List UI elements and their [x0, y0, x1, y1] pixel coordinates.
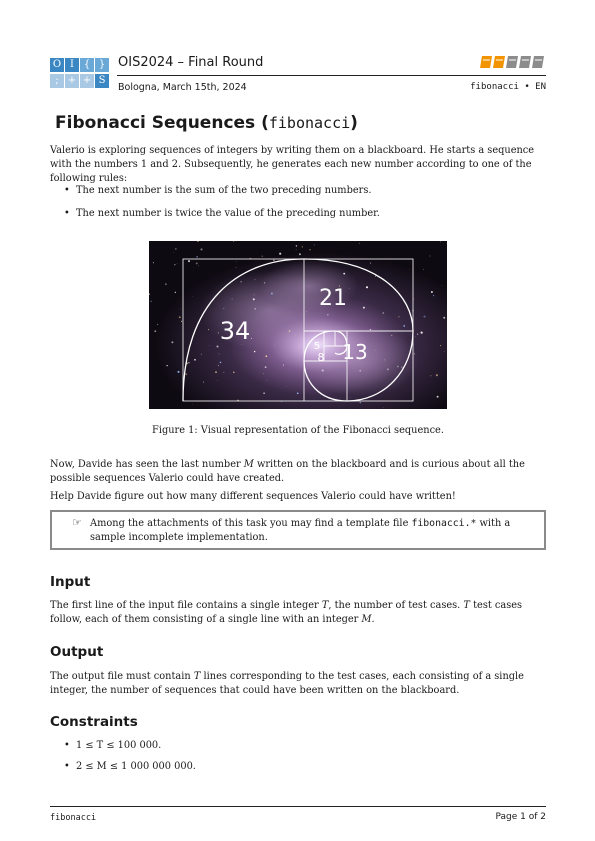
fib-number-13: 13 — [342, 340, 368, 364]
fib-number-8: 8 — [317, 351, 325, 364]
star — [286, 386, 287, 387]
template-filename: fibonacci.* — [411, 518, 477, 529]
star — [240, 281, 241, 282]
logo-cell: ; — [50, 74, 64, 88]
rule-text: The next number is the sum of the two preceding numbers. — [76, 185, 372, 196]
star — [322, 369, 324, 371]
difficulty-filled-mark — [493, 56, 505, 68]
star — [366, 286, 368, 288]
star — [359, 370, 361, 372]
star — [149, 294, 150, 295]
star — [165, 283, 166, 284]
star — [198, 266, 199, 267]
difficulty-indicator — [480, 55, 546, 69]
note-box — [50, 510, 546, 550]
star — [253, 298, 255, 300]
star — [302, 246, 303, 247]
task-tag: fibonacci • EN — [470, 82, 546, 92]
task-title-text: Fibonacci Sequences ( — [55, 113, 269, 133]
star — [196, 256, 197, 257]
star — [433, 295, 434, 296]
note-text-b: with a sample incomplete implementation. — [90, 518, 511, 543]
star — [417, 333, 418, 334]
contest-title: OIS2024 – Final Round — [118, 55, 264, 70]
section-title-input: Input — [50, 574, 91, 590]
star — [360, 402, 362, 404]
star — [188, 362, 189, 363]
star — [193, 296, 194, 297]
star — [398, 316, 399, 317]
note-text-a: Among the attachments of this task you may find a template file — [90, 518, 412, 529]
bullet-dot: • — [64, 761, 70, 772]
body-text: Now, Davide has seen the last number — [50, 459, 244, 470]
star — [412, 362, 413, 363]
star — [218, 332, 219, 333]
difficulty-empty-mark — [519, 56, 531, 68]
difficulty-filled-mark — [480, 56, 492, 68]
difficulty-empty-mark — [532, 56, 544, 68]
logo-cell: { — [80, 58, 94, 72]
star — [370, 263, 371, 264]
output-description: The output file must contain T lines corresponding to the test cases, each consisting of a single integer, the number of sequences that could have been written on the blackboard. — [50, 671, 524, 696]
star — [208, 329, 209, 330]
star — [264, 282, 265, 283]
star — [220, 362, 222, 364]
star — [200, 248, 202, 250]
pointing-hand-icon: ☞ — [72, 516, 82, 529]
star — [298, 347, 299, 348]
star — [383, 407, 384, 408]
star — [217, 380, 218, 381]
star — [314, 245, 315, 246]
body-text: written on the blackboard and is curious about all the possible sequences Valerio could have created. — [50, 459, 525, 484]
star — [437, 396, 439, 398]
intro-paragraph: Valerio is exploring sequences of integers by writing them on a blackboard. He starts a sequence with the numbers 1 and 2. Subsequently, he generates each new number according to one of the following rules: — [50, 145, 535, 184]
star — [223, 372, 224, 373]
star — [175, 292, 176, 293]
star — [296, 249, 297, 250]
star — [262, 256, 263, 257]
star — [266, 380, 267, 381]
logo-cell: + — [65, 74, 79, 88]
star — [350, 397, 351, 398]
star — [180, 309, 181, 310]
section-title-output: Output — [50, 644, 104, 660]
star — [255, 279, 256, 280]
star — [263, 392, 265, 394]
star — [153, 262, 154, 263]
star — [279, 253, 281, 255]
contest-date: Bologna, March 15th, 2024 — [118, 82, 247, 93]
rule-text: The next number is twice the value of the preceding number. — [76, 208, 380, 219]
star — [215, 371, 217, 373]
star — [436, 374, 438, 376]
star — [236, 261, 237, 262]
input-description: The first line of the input file contains a single integer T, the number of test cases. T test cases follow, each of them consisting of a single line with an integer M. — [50, 600, 523, 625]
star — [429, 255, 430, 256]
star — [289, 330, 291, 332]
star — [306, 311, 307, 312]
star — [296, 245, 297, 246]
star — [209, 345, 210, 346]
star — [171, 341, 173, 343]
bullet-dot: • — [64, 185, 70, 196]
star — [421, 332, 423, 334]
star — [236, 267, 237, 268]
star — [440, 345, 441, 346]
constraint-text: 2 ≤ M ≤ 1 000 000 000. — [76, 761, 196, 772]
star — [218, 365, 219, 366]
star — [166, 365, 167, 366]
star — [263, 373, 264, 374]
star — [397, 366, 399, 368]
star — [295, 335, 296, 336]
fibonacci-galaxy-figure — [149, 241, 447, 409]
star — [173, 252, 174, 253]
note-text — [90, 517, 530, 545]
star — [440, 242, 441, 243]
star — [309, 249, 310, 250]
star — [179, 316, 181, 318]
star — [299, 253, 301, 255]
star — [175, 248, 176, 249]
logo-cell: } — [95, 58, 109, 72]
star — [192, 404, 193, 405]
star — [219, 354, 220, 355]
star — [430, 375, 431, 376]
header-divider — [117, 75, 546, 76]
star — [194, 359, 196, 361]
star — [375, 276, 376, 277]
star — [233, 372, 235, 374]
bullet-dot: • — [64, 740, 70, 751]
star — [251, 338, 252, 339]
star — [391, 335, 392, 336]
star — [387, 368, 389, 370]
star — [254, 351, 255, 352]
star — [382, 312, 384, 314]
star — [401, 366, 402, 367]
task-title — [55, 113, 358, 133]
task-title-code: fibonacci — [268, 114, 351, 132]
star — [423, 269, 424, 270]
star — [185, 373, 187, 375]
star — [188, 260, 190, 262]
figure-caption: Figure 1: Visual representation of the Fibonacci sequence. — [152, 425, 444, 436]
star — [271, 293, 273, 295]
star — [265, 355, 267, 357]
body-paragraph: Help Davide figure out how many different sequences Valerio could have written! — [50, 491, 456, 502]
fib-number-5: 5 — [313, 341, 321, 352]
star — [223, 308, 224, 309]
star — [363, 307, 365, 309]
star — [201, 354, 202, 355]
star — [424, 316, 426, 318]
star — [254, 308, 256, 310]
star — [403, 325, 405, 327]
star — [254, 295, 255, 296]
star — [150, 301, 151, 302]
star — [343, 273, 345, 275]
star — [273, 260, 274, 261]
star — [444, 351, 445, 352]
star — [177, 371, 179, 373]
star — [196, 262, 198, 264]
star — [283, 365, 284, 366]
fib-number-21: 21 — [319, 286, 347, 311]
section-title-constraints: Constraints — [50, 714, 138, 730]
star — [232, 299, 233, 300]
logo-cell: S — [95, 74, 109, 88]
ois-logo — [50, 58, 110, 90]
difficulty-empty-mark — [506, 56, 518, 68]
star — [297, 392, 299, 394]
star — [442, 285, 443, 286]
star — [384, 359, 385, 360]
footer-divider — [50, 806, 546, 807]
star — [181, 321, 182, 322]
body-paragraph — [50, 458, 546, 486]
star — [327, 314, 328, 315]
star — [274, 345, 275, 346]
fib-number-34: 34 — [219, 317, 251, 345]
star — [203, 382, 204, 383]
logo-cell: + — [80, 74, 94, 88]
task-title-end: ) — [350, 113, 358, 133]
star — [414, 353, 415, 354]
star — [359, 243, 360, 244]
star — [415, 336, 416, 337]
page-number: Page 1 of 2 — [495, 812, 546, 822]
star — [443, 317, 445, 319]
constraint-text: 1 ≤ T ≤ 100 000. — [76, 740, 162, 751]
star — [217, 346, 219, 348]
star — [154, 330, 156, 332]
star — [370, 329, 371, 330]
variable-m: M — [243, 459, 254, 470]
bullet-dot: • — [64, 208, 70, 219]
star — [349, 288, 350, 289]
star — [431, 291, 433, 293]
star — [375, 350, 376, 351]
star — [157, 324, 158, 325]
logo-cell: I — [65, 58, 79, 72]
star — [265, 366, 267, 368]
star — [174, 264, 175, 265]
logo-cell: O — [50, 58, 64, 72]
footer-task-name: fibonacci — [50, 813, 97, 823]
